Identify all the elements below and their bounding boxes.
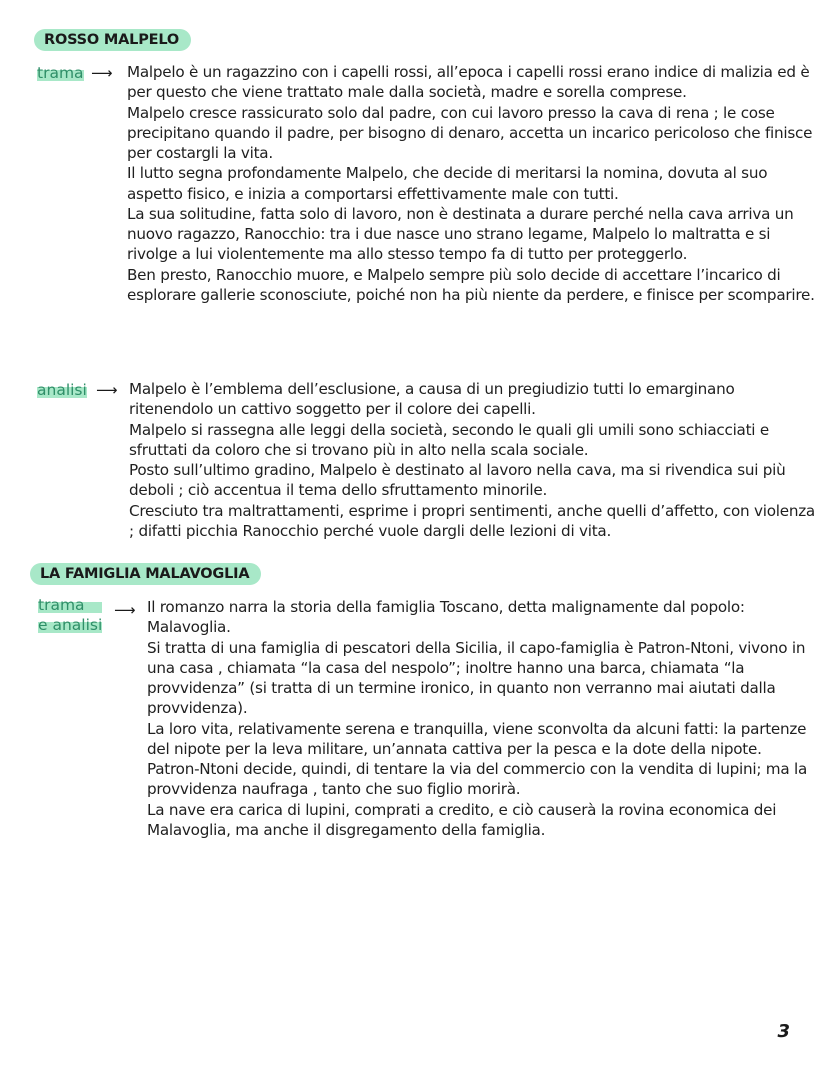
trama-text-block [127,62,815,305]
paragraph: Il lutto segna profondamente Malpelo, che decide di meritarsi la nomina, dovuta al suo aspetto fisico, e inizia a comportarsi effettivamente male con tutti. [127,164,768,203]
paragraph: Malpelo cresce rassicurato solo dal padre, con cui lavoro presso la cava di rena ; le cose precipitano quando il padre, per bisogno di denaro, accetta un incarico pericoloso che finisce per costargli la vita. [127,103,813,162]
arrow-right-icon: ⟶ [91,64,113,82]
paragraph: La sua solitudine, fatta solo di lavoro, non è destinata a durare perché nella cava arriva un nuovo ragazzo, Ranocchio: tra i due nasce uno strano legame, Malpelo lo maltratta e si rivolge a lui violentemente ma allo stesso tempo fa di tutto per proteggerlo. [127,204,794,264]
malavoglia-text-block [147,597,817,840]
paragraph: Il romanzo narra la storia della famiglia Toscano, detta malignamente dal popolo: Malavoglia. [147,598,745,637]
page-number: 3 [777,1021,790,1042]
label-line: trama [37,64,84,82]
paragraph: Ben presto, Ranocchio muore, e Malpelo sempre più solo decide di accettare l’incarico di esplorare gallerie sconosciute, poiché non ha più niente da perdere, e finisce per scomparire. [127,265,815,304]
paragraph: La loro vita, relativamente serena e tranquilla, viene sconvolta da alcuni fatti: la partenze del nipote per la leva militare, un’annata cattiva per la pesca e la dote della nipote. [147,719,807,758]
section-heading-la-famiglia-malavoglia: LA FAMIGLIA MALAVOGLIA [30,563,261,585]
paragraph: Posto sull’ultimo gradino, Malpelo è destinato al lavoro nella cava, ma si rivendica sui più deboli ; ciò accentua il tema dello sfruttamento minorile. [129,461,786,500]
label-line: e analisi [38,616,103,634]
paragraph: Malpelo è l’emblema dell’esclusione, a causa di un pregiudizio tutti lo emarginano ritenendolo un cattivo soggetto per il colore dei capelli. [129,380,735,419]
paragraph: Malpelo è un ragazzino con i capelli rossi, all’epoca i capelli rossi erano indice di malizia ed è per questo che viene trattato male dalla società, madre e sorella comprese. [127,63,810,102]
arrow-right-icon: ⟶ [96,381,118,399]
paragraph: Cresciuto tra maltrattamenti, esprime i propri sentimenti, anche quelli d’affetto, con violenza ; difatti picchia Ranocchio perché vuole dargli delle lezioni di vita. [129,501,815,540]
paragraph: Malpelo si rassegna alle leggi della società, secondo le quali gli umili sono schiacciati e sfruttati da coloro che si trovano più in alto nella scala sociale. [129,420,769,459]
analisi-text-block [129,379,815,541]
label-line: analisi [37,381,87,399]
paragraph: Si tratta di una famiglia di pescatori della Sicilia, il capo-famiglia è Patron-Ntoni, vivono in una casa , chiamata “la casa del nespolo”; inoltre hanno una barca, chiamata “la provvidenza” (si tratta di un termine ironico, in quanto non verranno mai aiutati dalla provvidenza). [147,638,806,718]
label-analisi [37,380,87,400]
arrow-right-icon: ⟶ [114,601,136,619]
paragraph: La nave era carica di lupini, comprati a credito, e ciò causerà la rovina economica dei Malavoglia, ma anche il disgregamento della famiglia. [147,800,777,839]
paragraph: Patron-Ntoni decide, quindi, di tentare la via del commercio con la vendita di lupini; ma la provvidenza naufraga , tanto che suo figlio morirà. [147,760,807,799]
label-line: trama [38,595,102,615]
label-trama-e-analisi [38,595,102,635]
label-trama [37,63,84,83]
section-heading-rosso-malpelo: ROSSO MALPELO [34,29,191,51]
